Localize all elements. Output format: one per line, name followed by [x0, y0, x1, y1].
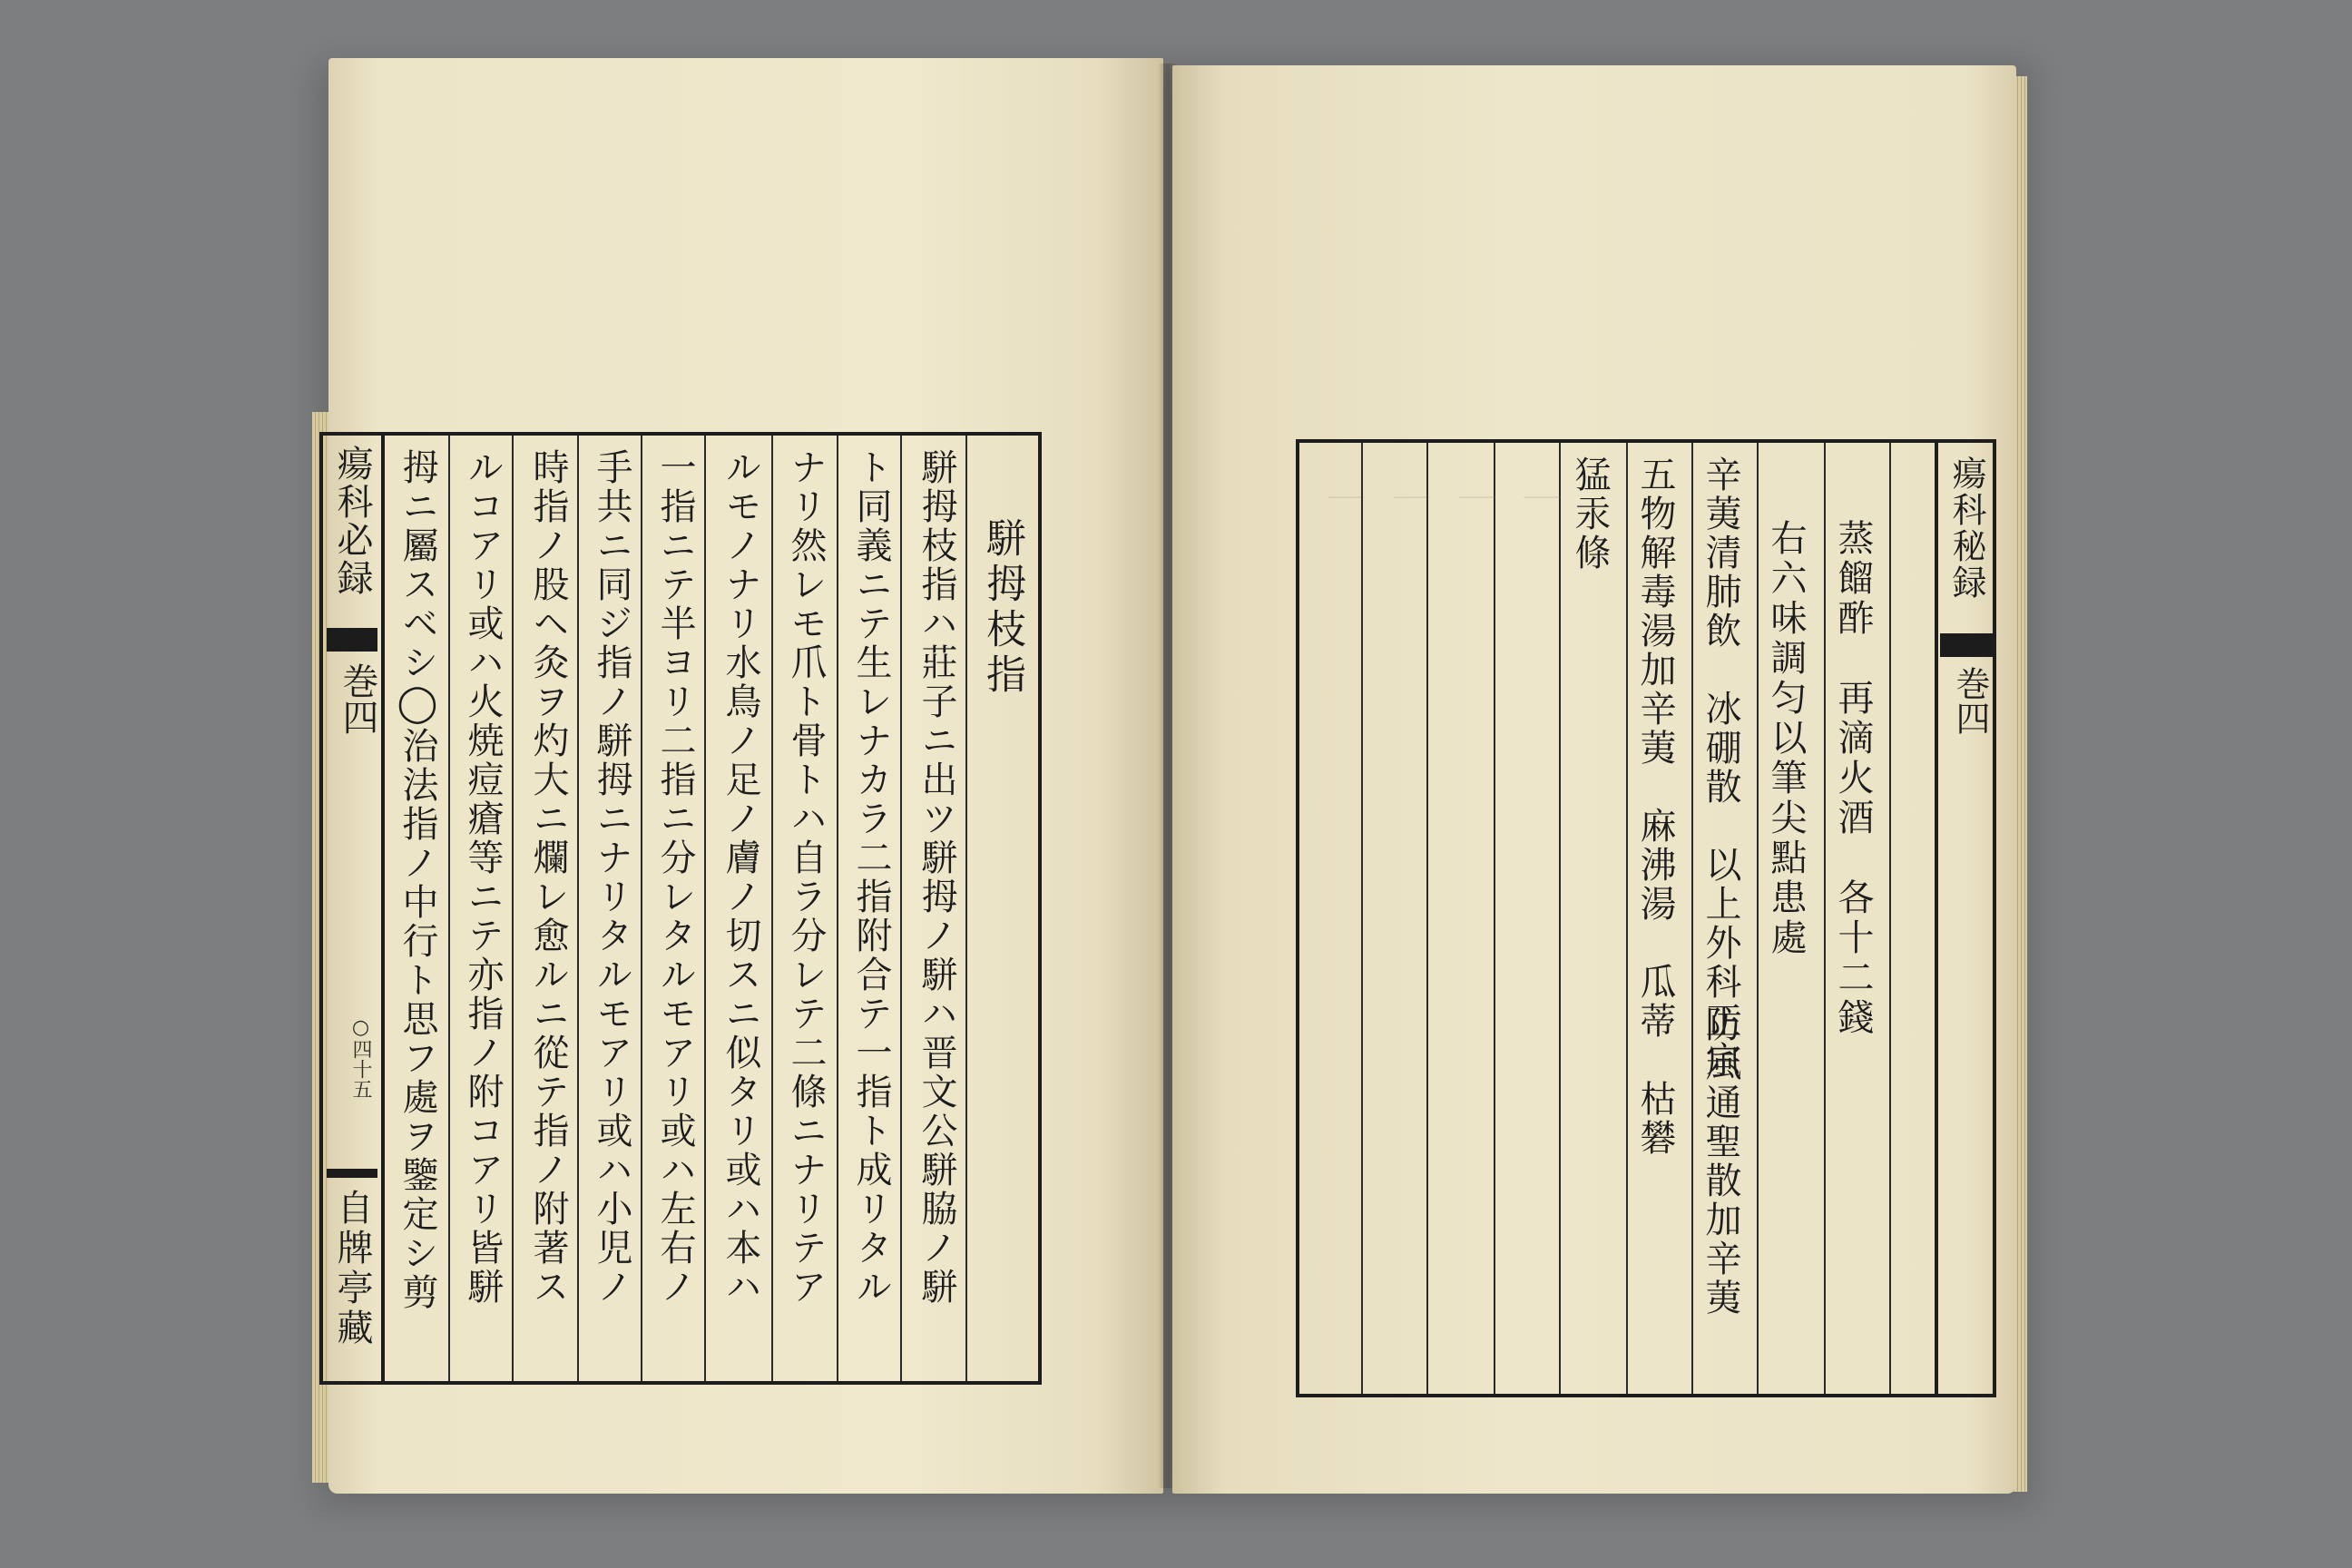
section-heading: 駢拇枝指 — [979, 517, 1025, 699]
column-rule — [1824, 443, 1826, 1394]
left-gutter-fishtail — [327, 628, 377, 652]
column-rule — [448, 436, 450, 1381]
text-column: 駢拇枝指ハ莊子ニ出ツ駢拇ノ駢ハ晋文公駢脇ノ駢 — [916, 448, 957, 1307]
bleed-through: ｜ — [1518, 479, 1560, 523]
right-text-frame — [1296, 439, 1996, 1397]
left-gutter-title: 瘍科必録 — [331, 445, 373, 597]
column-rule — [771, 436, 773, 1381]
column-rule — [1361, 443, 1363, 1394]
left-text-frame — [319, 432, 1042, 1385]
text-column-continued: 防風通聖散加辛荑 — [1700, 1005, 1741, 1318]
column-rule — [1426, 443, 1428, 1394]
text-column: ルコアリ或ハ火焼痘瘡等ニテ亦指ノ附コアリ皆駢 — [462, 448, 504, 1307]
column-rule — [837, 436, 838, 1381]
column-rule — [1757, 443, 1759, 1394]
bleed-through: ｜ — [1387, 479, 1429, 523]
text-column: ト同義ニテ生レナカラ二指附合テ一指ト成リタル — [850, 448, 892, 1307]
column-rule — [577, 436, 579, 1381]
text-column: 拇ニ屬スベシ◯治法指ノ中行ト思フ處ヲ鑒定シ剪 — [397, 448, 438, 1312]
bleed-through: ｜ — [1322, 479, 1364, 523]
right-gutter-volume: 巻四 — [1950, 666, 1990, 735]
bleed-through: ｜ — [1453, 479, 1494, 523]
text-column: ルモノナリ水鳥ノ足ノ膚ノ切スニ似タリ或ハ本ハ — [720, 448, 761, 1307]
text-column: 蒸餾酢 再滴火酒 各十二錢 — [1832, 519, 1874, 1038]
column-rule — [1559, 443, 1561, 1394]
left-gutter-lower-bar — [327, 1169, 377, 1178]
column-rule — [704, 436, 706, 1381]
right-gutter-rule — [1935, 443, 1938, 1394]
text-column: 時指ノ股ヘ灸ヲ灼大ニ爛レ愈ルニ從テ指ノ附著ス — [527, 448, 569, 1307]
text-column: ナリ然レモ爪ト骨トハ自ラ分レテ二條ニナリテア — [785, 448, 827, 1307]
left-gutter-rule — [381, 436, 385, 1381]
collection-seal-mark: 自牌亭藏 — [331, 1189, 373, 1348]
text-column: 猛汞條 — [1569, 456, 1611, 573]
column-rule — [965, 436, 967, 1381]
text-column: 手共ニ同ジ指ノ駢拇ニナリタルモアリ或ハ小児ノ — [591, 448, 632, 1307]
column-rule — [512, 436, 514, 1381]
column-rule — [1691, 443, 1693, 1394]
column-rule — [1494, 443, 1495, 1394]
text-column: 五物解毒湯加辛荑 麻沸湯 瓜蒂 枯礬 — [1634, 456, 1676, 1158]
column-rule — [1626, 443, 1628, 1394]
column-rule — [900, 436, 902, 1381]
text-column: 右六味調匀以筆尖點患處 — [1765, 519, 1807, 958]
right-gutter-title: 瘍科秘録 — [1946, 456, 1986, 601]
left-page-number: ○四十五 — [349, 1016, 372, 1099]
left-gutter-volume: 巻四 — [337, 662, 378, 735]
column-rule — [641, 436, 642, 1381]
text-column: 辛荑清肺飲 冰硼散 以上外科正宗 — [1700, 456, 1741, 1080]
text-column: 一指ニテ半ヨリ二指ニ分レタルモアリ或ハ左右ノ — [654, 448, 696, 1307]
right-gutter-fishtail — [1940, 633, 1993, 657]
column-rule — [1889, 443, 1891, 1394]
